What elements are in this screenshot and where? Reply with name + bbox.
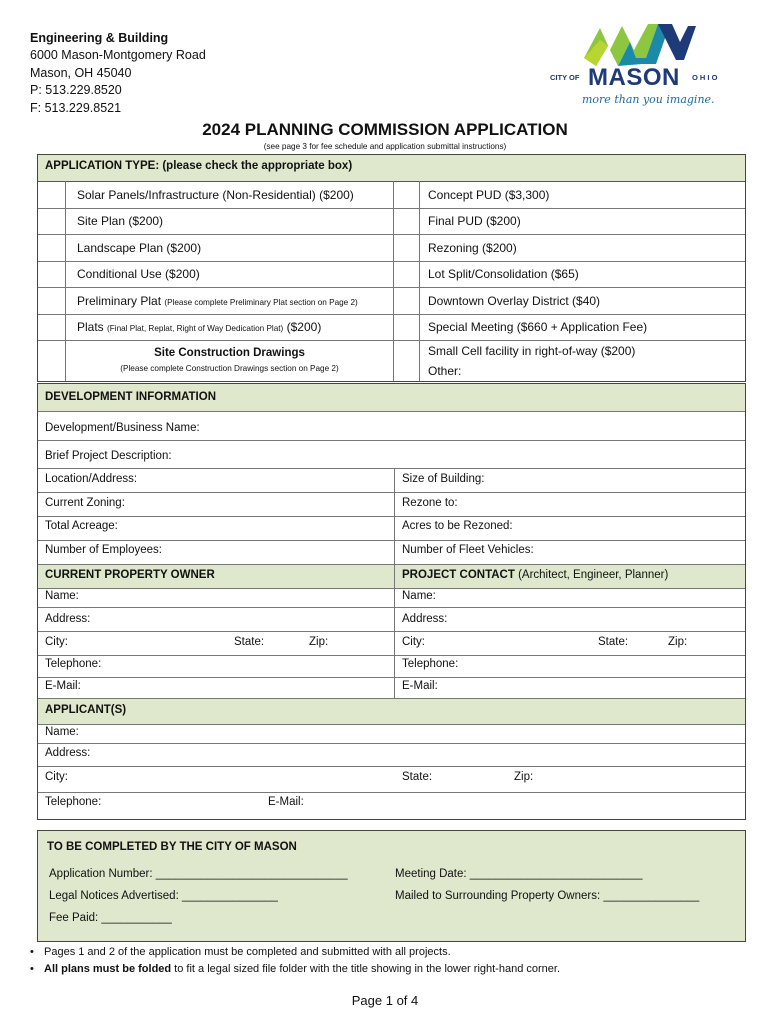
applicant-name-label: Name: <box>45 726 79 738</box>
application-type-header-bar <box>38 155 745 182</box>
applicant-zip-label: Zip: <box>514 771 534 783</box>
city-use-header: TO BE COMPLETED BY THE CITY OF MASON <box>47 841 297 853</box>
checkbox-conditional-use[interactable] <box>38 262 65 287</box>
applicant-city-input[interactable] <box>73 767 393 791</box>
contact-email-label: E-Mail: <box>402 680 438 692</box>
applicant-email-label: E-Mail: <box>268 796 304 808</box>
form-subtitle: (see page 3 for fee schedule and application submittal instructions) <box>263 142 507 151</box>
contact-city-input[interactable] <box>430 632 593 654</box>
checkbox-preliminary-plat[interactable] <box>38 288 65 314</box>
meeting-date-field: Meeting Date: ___________________________ <box>395 868 643 880</box>
owner-address-input[interactable] <box>98 608 391 630</box>
rezone-to-input[interactable] <box>463 493 743 515</box>
building-size-input[interactable] <box>488 469 743 491</box>
option-site-construction: Site Construction Drawings <box>154 347 305 359</box>
applicant-address-input[interactable] <box>98 744 743 765</box>
project-description-input[interactable] <box>178 442 743 467</box>
option-small-cell: Small Cell facility in right-of-way ($200) <box>428 344 636 358</box>
option-downtown-overlay: Downtown Overlay District ($40) <box>428 294 601 308</box>
fleet-label: Number of Fleet Vehicles: <box>402 544 534 556</box>
checkbox-other[interactable] <box>394 361 419 381</box>
checkbox-concept-pud[interactable] <box>394 182 419 208</box>
contact-email-input[interactable] <box>443 678 743 697</box>
owner-address-label: Address: <box>45 613 91 625</box>
contact-city-label: City: <box>402 636 425 648</box>
contact-zip-label: Zip: <box>668 636 688 648</box>
plats-fee: ($200) <box>286 320 322 334</box>
bullet-icon: • <box>30 963 34 975</box>
acres-rezoned-input[interactable] <box>516 517 743 539</box>
site-construction-note: (Please complete Construction Drawings section on Page 2) <box>120 364 339 373</box>
checkbox-final-pud[interactable] <box>394 209 419 234</box>
checkbox-site-plan[interactable] <box>38 209 65 234</box>
street-address: 6000 Mason-Montgomery Road <box>30 48 206 63</box>
owner-city-label: City: <box>45 636 68 648</box>
note2-rest: to fit a legal sized file folder with the title showing in the lower right-hand corner. <box>171 963 560 975</box>
zoning-label: Current Zoning: <box>45 497 125 509</box>
contact-header-note: (Architect, Engineer, Planner) <box>518 569 669 581</box>
other-input[interactable] <box>468 361 738 379</box>
checkbox-site-construction[interactable] <box>38 341 65 381</box>
zoning-input[interactable] <box>133 493 391 515</box>
owner-email-input[interactable] <box>88 678 391 697</box>
page-number: Page 1 of 4 <box>351 993 419 1008</box>
acreage-input[interactable] <box>128 517 391 539</box>
checkbox-lot-split[interactable] <box>394 262 419 287</box>
plats-label: Plats <box>77 320 104 334</box>
development-info-section <box>37 383 746 820</box>
contact-address-label: Address: <box>402 613 448 625</box>
option-solar: Solar Panels/Infrastructure (Non-Residential) ($200) <box>77 188 354 202</box>
checkbox-small-cell[interactable] <box>394 341 419 361</box>
acreage-label: Total Acreage: <box>45 520 118 532</box>
option-concept-pud: Concept PUD ($3,300) <box>428 188 550 202</box>
checkbox-special-meeting[interactable] <box>394 315 419 340</box>
application-number-field: Application Number: ______________________________ <box>49 868 348 880</box>
owner-telephone-label: Telephone: <box>45 658 102 670</box>
checkbox-downtown-overlay[interactable] <box>394 288 419 314</box>
note-pages-required <box>30 946 451 958</box>
contact-telephone-label: Telephone: <box>402 658 459 670</box>
contact-address-input[interactable] <box>456 608 743 630</box>
application-type-section <box>37 154 746 382</box>
applicant-state-label: State: <box>402 771 433 783</box>
option-site-plan: Site Plan ($200) <box>77 214 164 228</box>
location-label: Location/Address: <box>45 473 138 485</box>
owner-state-label: State: <box>234 636 265 648</box>
option-other: Other: <box>428 364 462 378</box>
contact-state-label: State: <box>598 636 629 648</box>
owner-name-input[interactable] <box>88 588 391 606</box>
dept-name: Engineering & Building <box>30 31 169 45</box>
employees-label: Number of Employees: <box>45 544 162 556</box>
city-use-section <box>37 830 746 942</box>
preliminary-plat-note: (Please complete Preliminary Plat section on Page 2) <box>164 298 358 307</box>
owner-telephone-input[interactable] <box>108 656 391 676</box>
city-state-zip: Mason, OH 45040 <box>30 65 132 80</box>
applicant-header: APPLICANT(S) <box>45 704 127 716</box>
plats-note: (Final Plat, Replat, Right of Way Dedication Plat) <box>107 324 284 333</box>
checkbox-rezoning[interactable] <box>394 235 419 261</box>
acres-rezoned-label: Acres to be Rezoned: <box>402 520 513 532</box>
phone-number: P: 513.229.8520 <box>30 83 122 98</box>
owner-header: CURRENT PROPERTY OWNER <box>45 569 215 581</box>
mailed-owners-field: Mailed to Surrounding Property Owners: _______________ <box>395 890 700 902</box>
contact-name-label: Name: <box>402 590 436 602</box>
option-rezoning: Rezoning ($200) <box>428 241 517 255</box>
development-header-bar <box>38 384 745 412</box>
note-plans-folded <box>30 963 560 975</box>
business-name-input[interactable] <box>203 414 743 439</box>
checkbox-solar[interactable] <box>38 182 65 208</box>
employees-input[interactable] <box>168 541 391 563</box>
owner-zip-label: Zip: <box>309 636 329 648</box>
checkbox-plats[interactable] <box>38 315 65 340</box>
option-final-pud: Final PUD ($200) <box>428 214 521 228</box>
building-size-label: Size of Building: <box>402 473 485 485</box>
bullet-icon: • <box>30 946 34 958</box>
fleet-input[interactable] <box>536 541 743 563</box>
logo-city-of: CITY OF <box>550 73 580 82</box>
option-plats <box>77 320 321 334</box>
city-of-mason-logo <box>548 20 738 112</box>
option-conditional-use: Conditional Use ($200) <box>77 267 200 281</box>
note2-bold: All plans must be folded <box>44 963 172 975</box>
applicant-city-label: City: <box>45 771 68 783</box>
contact-telephone-input[interactable] <box>466 656 743 676</box>
rezone-to-label: Rezone to: <box>402 497 458 509</box>
option-lot-split: Lot Split/Consolidation ($65) <box>428 267 579 281</box>
business-name-label: Development/Business Name: <box>45 422 200 434</box>
applicant-email-input[interactable] <box>313 793 743 817</box>
development-header: DEVELOPMENT INFORMATION <box>45 391 217 403</box>
applicant-name-input[interactable] <box>88 724 743 742</box>
project-description-label: Brief Project Description: <box>45 450 172 462</box>
owner-email-label: E-Mail: <box>45 680 81 692</box>
owner-city-input[interactable] <box>73 632 228 654</box>
location-input[interactable] <box>143 469 391 491</box>
office-address-block <box>30 30 206 117</box>
contact-name-input[interactable] <box>443 588 743 606</box>
owner-contact-header-bar <box>38 564 745 589</box>
legal-notices-field: Legal Notices Advertised: _______________ <box>49 890 278 902</box>
fee-paid-field: Fee Paid: ___________ <box>49 912 172 924</box>
form-title: 2024 PLANNING COMMISSION APPLICATION <box>202 120 568 139</box>
owner-name-label: Name: <box>45 590 79 602</box>
applicant-header-bar <box>38 698 745 725</box>
logo-tagline: more than you imagine. <box>582 93 715 106</box>
applicant-telephone-input[interactable] <box>108 793 263 817</box>
checkbox-landscape-plan[interactable] <box>38 235 65 261</box>
application-type-header: APPLICATION TYPE: (please check the appropriate box) <box>45 160 353 172</box>
logo-mason: MASON <box>588 64 680 91</box>
preliminary-plat-label: Preliminary Plat <box>77 294 162 308</box>
applicant-address-label: Address: <box>45 747 91 759</box>
note1-text: Pages 1 and 2 of the application must be completed and submitted with all projects. <box>44 946 451 958</box>
fax-number: F: 513.229.8521 <box>30 100 122 115</box>
option-preliminary-plat <box>77 294 358 308</box>
option-special-meeting: Special Meeting ($660 + Application Fee) <box>428 320 648 334</box>
applicant-telephone-label: Telephone: <box>45 796 102 808</box>
contact-header-wrap <box>402 569 668 581</box>
contact-header: PROJECT CONTACT <box>402 569 515 581</box>
option-landscape-plan: Landscape Plan ($200) <box>77 241 202 255</box>
logo-ohio: O H I O <box>692 73 718 82</box>
